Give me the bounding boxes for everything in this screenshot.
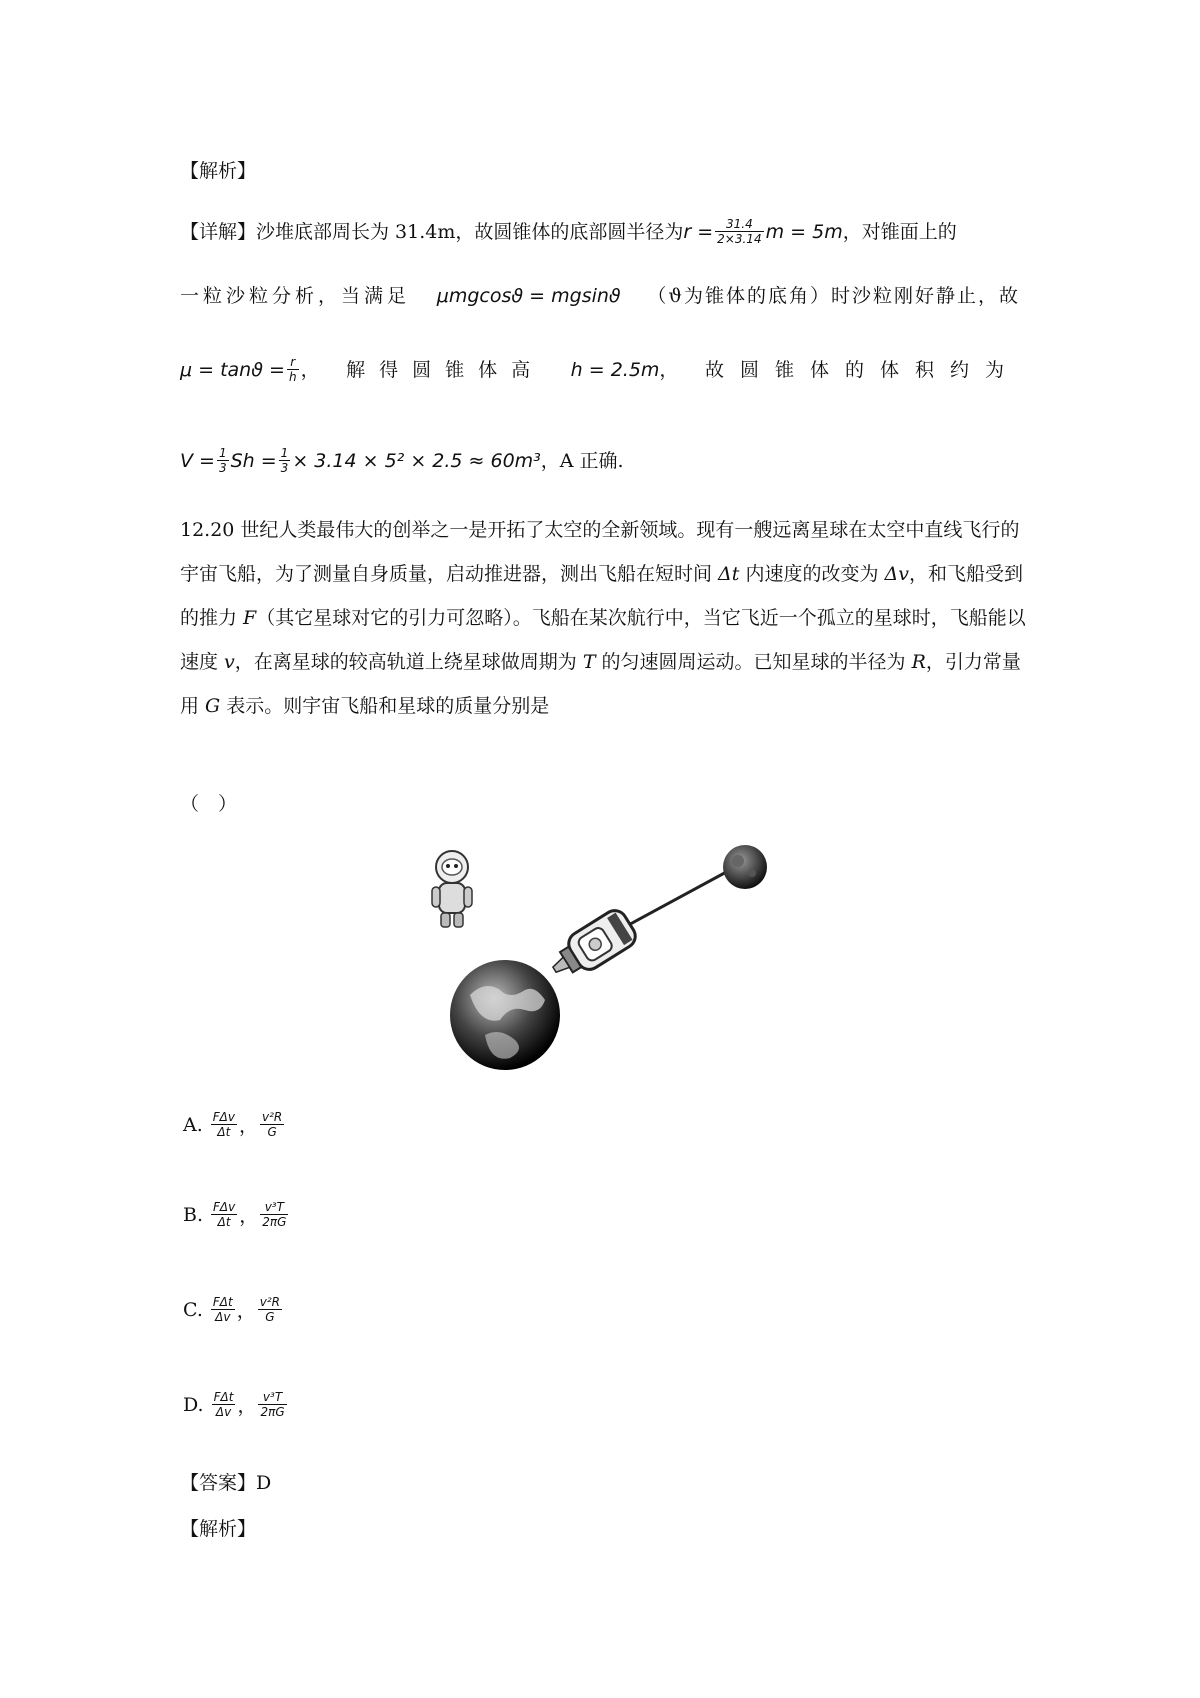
- mu-numerator: r: [287, 355, 299, 370]
- volume-fraction-1: [217, 446, 229, 475]
- spaceship-illustration: [430, 845, 790, 1075]
- planet-icon: [723, 845, 767, 889]
- option-c-f1-den: Δv: [215, 1310, 231, 1324]
- option-d-label: D.: [183, 1393, 204, 1416]
- option-a-label: A.: [183, 1113, 203, 1136]
- astronaut-icon: [432, 851, 472, 927]
- option-d-f2-den: 2πG: [260, 1405, 285, 1419]
- mu-lhs: μ = tanϑ =: [180, 358, 285, 381]
- var-velocity: v: [224, 651, 235, 673]
- option-d-f1-num: FΔt: [213, 1390, 234, 1404]
- earth-icon: [450, 960, 560, 1070]
- question-text-c: ，和飞船受到的推力: [180, 563, 1023, 629]
- volume-mid: Sh =: [230, 449, 277, 472]
- volume-rhs: × 3.14 × 5² × 2.5 ≈ 60m³: [292, 449, 541, 472]
- detail-line-4: [180, 446, 624, 475]
- mu-fraction: [287, 355, 299, 384]
- volume-fraction-1-num: 1: [218, 446, 227, 460]
- detail-line-3: [180, 355, 1020, 384]
- option-a-f2-num: v²R: [262, 1110, 283, 1124]
- var-period: T: [582, 651, 596, 673]
- option-b-f2-den: 2πG: [262, 1215, 287, 1229]
- question-text-f: 的匀速圆周运动。已知星球的半径为: [595, 651, 912, 673]
- option-b-sep: ，: [239, 1205, 259, 1227]
- height-comma: ，: [659, 358, 679, 381]
- option-b-f2-num: v³T: [260, 1200, 288, 1215]
- option-b-f1-den: Δt: [217, 1215, 231, 1229]
- question-12-text: [180, 508, 1030, 728]
- option-b[interactable]: [183, 1200, 290, 1229]
- var-delta-t: Δt: [718, 563, 740, 585]
- option-c-f2-den: G: [265, 1310, 275, 1324]
- radius-fraction: [715, 217, 763, 246]
- option-a-fraction-2: [260, 1110, 284, 1139]
- option-a-f1-den: Δt: [217, 1125, 231, 1139]
- option-d-f2-num: v³T: [258, 1390, 286, 1405]
- option-c-label: C.: [183, 1298, 203, 1321]
- volume-lhs: V =: [180, 449, 215, 472]
- detail-line-1: [180, 217, 957, 246]
- detail-text-9: ，A 正确.: [540, 449, 624, 472]
- spaceship-icon: [544, 906, 640, 987]
- option-a-f2-den: G: [267, 1125, 277, 1139]
- detail-text-6: 解得圆锥体高: [346, 358, 545, 381]
- detail-text-3: 一粒沙粒分析，当满足: [180, 285, 411, 307]
- option-c[interactable]: [183, 1295, 284, 1324]
- option-d-fraction-1: [212, 1390, 236, 1419]
- question-text-h: 表示。则宇宙飞船和星球的质量分别是: [220, 695, 550, 717]
- option-a-f1-num: FΔv: [212, 1110, 235, 1124]
- detail-tag: 【详解】: [180, 220, 257, 243]
- volume-fraction-1-den: 3: [218, 461, 227, 475]
- option-d-f1-den: Δv: [215, 1405, 232, 1419]
- radius-lhs: r =: [683, 220, 714, 243]
- detail-text-2: ，对锥面上的: [842, 220, 957, 243]
- question-text-e: ，在离星球的较高轨道上绕星球做周期为: [234, 651, 583, 673]
- analysis-heading: 【解析】: [180, 160, 257, 182]
- radius-rhs: m = 5m: [765, 220, 843, 243]
- height-equation: h = 2.5m: [570, 358, 660, 381]
- var-radius: R: [911, 651, 926, 673]
- option-c-sep: ，: [236, 1300, 256, 1322]
- question-number: 12.: [180, 519, 211, 541]
- option-c-fraction-1: [211, 1295, 235, 1324]
- question-text-d: （其它星球对它的引力可忽略）。飞船在某次航行中，当它飞近一个孤立的星球时，飞船能以速度: [180, 607, 1026, 673]
- option-d-sep: ，: [237, 1395, 257, 1417]
- analysis-heading-2: 【解析】: [180, 1518, 257, 1540]
- option-a[interactable]: [183, 1110, 286, 1139]
- var-gravity: G: [205, 695, 221, 717]
- radius-denominator: 2×3.14: [717, 232, 762, 246]
- option-a-sep: ，: [238, 1115, 258, 1137]
- option-b-fraction-2: [260, 1200, 288, 1229]
- volume-fraction-2-den: 3: [280, 461, 289, 475]
- option-c-fraction-2: [258, 1295, 282, 1324]
- option-b-fraction-1: [211, 1200, 237, 1229]
- question-text-b: 内速度的改变为: [739, 563, 885, 585]
- option-c-f1-num: FΔt: [212, 1295, 233, 1309]
- question-paren: （ ）: [180, 793, 238, 815]
- mu-denominator: h: [288, 370, 297, 384]
- detail-text-1: 沙堆底部周长为 31.4m，故圆锥体的底部圆半径为: [256, 220, 684, 243]
- option-b-f1-num: FΔv: [213, 1200, 236, 1214]
- height-expression: [571, 357, 679, 383]
- var-force: F: [243, 607, 257, 629]
- volume-fraction-2: [279, 446, 291, 475]
- question-text-g: ，引力常量用: [180, 651, 1021, 717]
- radius-numerator: 31.4: [715, 217, 763, 232]
- mu-comma: ，: [300, 358, 320, 381]
- answer-line: 【答案】D: [180, 1472, 272, 1494]
- option-c-f2-num: v²R: [259, 1295, 280, 1309]
- question-text-a: 20 世纪人类最伟大的创举之一是开拓了太空的全新领域。现有一艘远离星球在太空中直线飞行的宇宙飞船，为了测量自身质量，启动推进器，测出飞船在短时间: [180, 519, 1020, 585]
- volume-fraction-2-num: 1: [280, 446, 289, 460]
- option-d-fraction-2: [258, 1390, 286, 1419]
- option-a-fraction-1: [211, 1110, 237, 1139]
- balance-equation: μmgcosϑ = mgsinϑ: [436, 285, 621, 307]
- var-delta-v: Δv: [884, 563, 909, 585]
- detail-text-4: （ϑ为锥体的底角）时沙粒刚好静止，故: [647, 285, 1020, 307]
- mu-expression: [180, 355, 320, 384]
- detail-line-2: [180, 283, 1020, 309]
- option-b-label: B.: [183, 1203, 204, 1226]
- option-d[interactable]: [183, 1390, 289, 1419]
- detail-text-8: 故圆锥体的体积约为: [704, 358, 1020, 381]
